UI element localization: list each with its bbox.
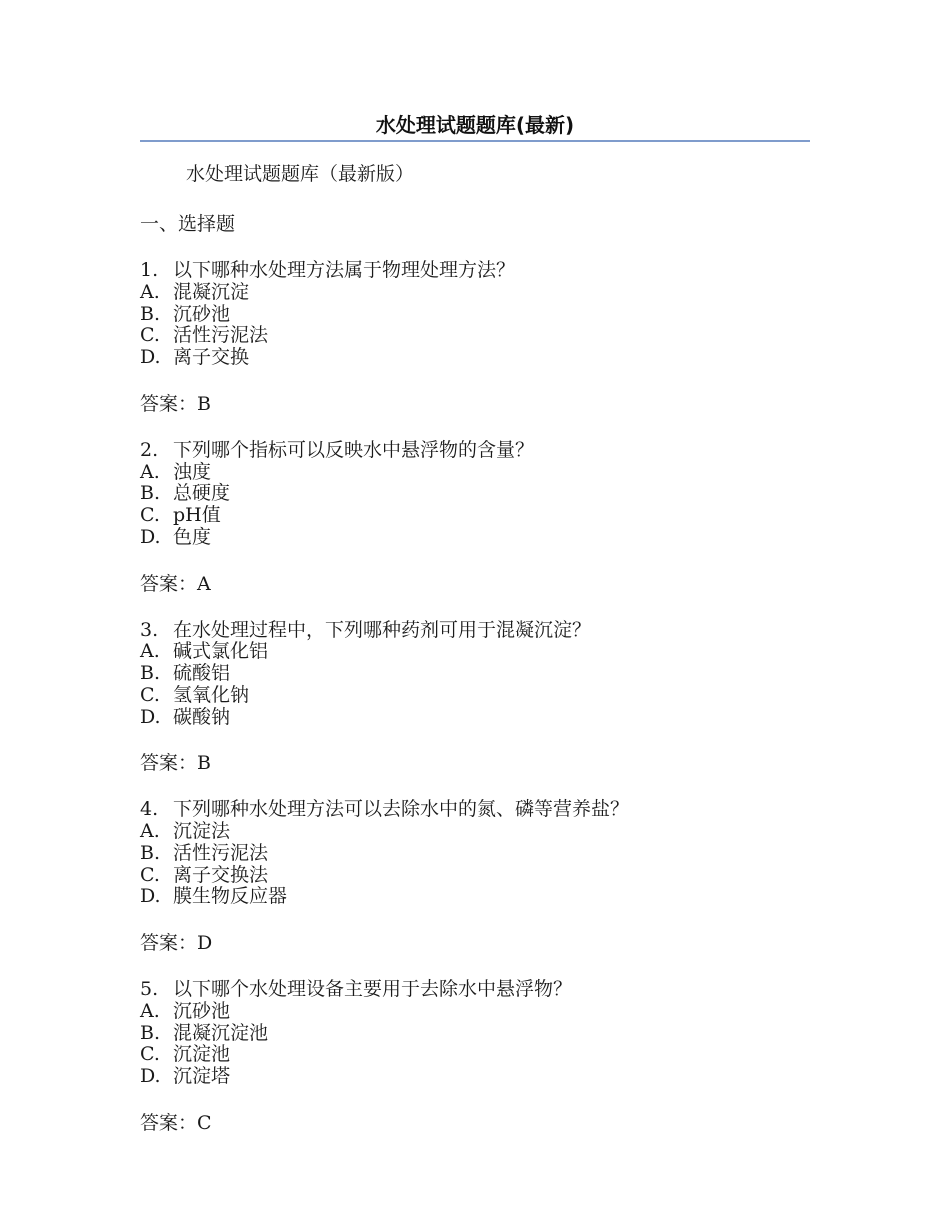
option-text: pH值	[173, 504, 221, 526]
option-item	[140, 304, 810, 326]
option-text: 碳酸钠	[173, 705, 231, 728]
option-text: 碱式氯化铝	[173, 640, 269, 663]
answer-line	[140, 929, 810, 958]
option-letter: C.	[140, 1043, 160, 1066]
option-letter: A.	[140, 999, 160, 1022]
answer-line	[140, 390, 810, 419]
document-subtitle: 水处理试题题库（最新版）	[186, 163, 415, 185]
document-body	[140, 160, 810, 1159]
option-item	[140, 821, 810, 843]
option-letter: C.	[140, 324, 160, 347]
option-item	[140, 843, 810, 865]
option-letter: D.	[140, 705, 161, 728]
option-item	[140, 641, 810, 663]
answer-value: A	[197, 572, 211, 595]
answer-value: B	[197, 752, 211, 775]
option-letter: B.	[140, 662, 161, 684]
question-text: 下列哪个指标可以反映水中悬浮物的含量？	[173, 438, 535, 461]
option-item	[140, 1044, 810, 1066]
question-number: 1.	[140, 259, 159, 281]
answer-label: 答案：	[140, 752, 198, 775]
option-item	[140, 527, 810, 549]
option-letter: C.	[140, 683, 160, 706]
answer-value: B	[197, 392, 211, 415]
option-item	[140, 505, 810, 527]
question-number: 4.	[140, 798, 159, 821]
option-letter: A.	[140, 820, 160, 842]
question-number: 2.	[140, 438, 159, 461]
option-text: 硫酸铝	[173, 662, 231, 684]
answer-value: D	[197, 932, 213, 954]
option-text: 浊度	[173, 460, 212, 483]
question-text: 以下哪个水处理设备主要用于去除水中悬浮物？	[173, 978, 573, 1000]
question-text: 以下哪种水处理方法属于物理处理方法？	[173, 259, 516, 281]
question-item	[140, 440, 810, 549]
question-text: 下列哪种水处理方法可以去除水中的氮、磷等营养盐？	[173, 798, 630, 821]
option-letter: D.	[140, 525, 161, 548]
answer-label: 答案：	[140, 932, 198, 954]
option-text: 活性污泥法	[173, 324, 269, 347]
option-text: 离子交换法	[173, 863, 269, 886]
question-item	[140, 799, 810, 908]
option-text: 沉砂池	[173, 999, 231, 1022]
option-item	[140, 886, 810, 908]
question-item	[140, 260, 810, 369]
option-letter: A.	[140, 280, 160, 303]
answer-line	[140, 1109, 810, 1138]
question-text: 在水处理过程中，下列哪种药剂可用于混凝沉淀？	[173, 618, 592, 641]
option-text: 氢氧化钠	[173, 683, 250, 706]
answer-line	[140, 570, 810, 599]
option-item	[140, 462, 810, 484]
section-heading: 一、选择题	[140, 213, 236, 235]
option-item	[140, 1066, 810, 1088]
option-text: 沉淀池	[173, 1043, 231, 1066]
option-item	[140, 865, 810, 887]
option-letter: D.	[140, 1065, 161, 1087]
option-item	[140, 325, 810, 347]
option-item	[140, 483, 810, 505]
option-letter: C.	[140, 863, 160, 886]
question-text-line	[140, 440, 810, 462]
option-letter: B.	[140, 841, 161, 864]
option-letter: B.	[140, 302, 161, 325]
question-number: 5.	[140, 978, 159, 1000]
option-item	[140, 347, 810, 369]
option-text: 活性污泥法	[173, 841, 269, 864]
answer-value: C	[197, 1111, 212, 1134]
option-letter: D.	[140, 885, 161, 908]
question-number: 3.	[140, 618, 159, 641]
option-text: 混凝沉淀池	[173, 1021, 269, 1044]
question-text-line	[140, 260, 810, 282]
option-letter: B.	[140, 1021, 161, 1044]
option-text: 总硬度	[173, 482, 231, 505]
option-letter: D.	[140, 346, 161, 368]
option-text: 沉砂池	[173, 302, 231, 325]
question-item	[140, 979, 810, 1088]
page-title: 水处理试题题库(最新)	[375, 113, 575, 137]
question-text-line	[140, 620, 810, 642]
option-item	[140, 663, 810, 685]
option-letter: A.	[140, 460, 160, 483]
answer-label: 答案：	[140, 1111, 198, 1134]
option-item	[140, 1023, 810, 1045]
question-item	[140, 620, 810, 729]
option-text: 沉淀塔	[173, 1065, 231, 1087]
answer-line	[140, 749, 810, 778]
option-letter: A.	[140, 640, 160, 663]
option-letter: C.	[140, 504, 160, 526]
option-item	[140, 282, 810, 304]
option-text: 色度	[173, 525, 212, 548]
option-item	[140, 707, 810, 729]
title-underline	[140, 140, 810, 142]
answer-label: 答案：	[140, 392, 198, 415]
question-list	[140, 260, 810, 1138]
option-text: 膜生物反应器	[173, 885, 288, 908]
question-text-line	[140, 799, 810, 821]
answer-label: 答案：	[140, 572, 198, 595]
option-item	[140, 1001, 810, 1023]
question-text-line	[140, 979, 810, 1001]
option-item	[140, 685, 810, 707]
option-text: 离子交换	[173, 346, 250, 368]
option-letter: B.	[140, 482, 161, 505]
option-text: 沉淀法	[173, 820, 231, 842]
option-text: 混凝沉淀	[173, 280, 250, 303]
